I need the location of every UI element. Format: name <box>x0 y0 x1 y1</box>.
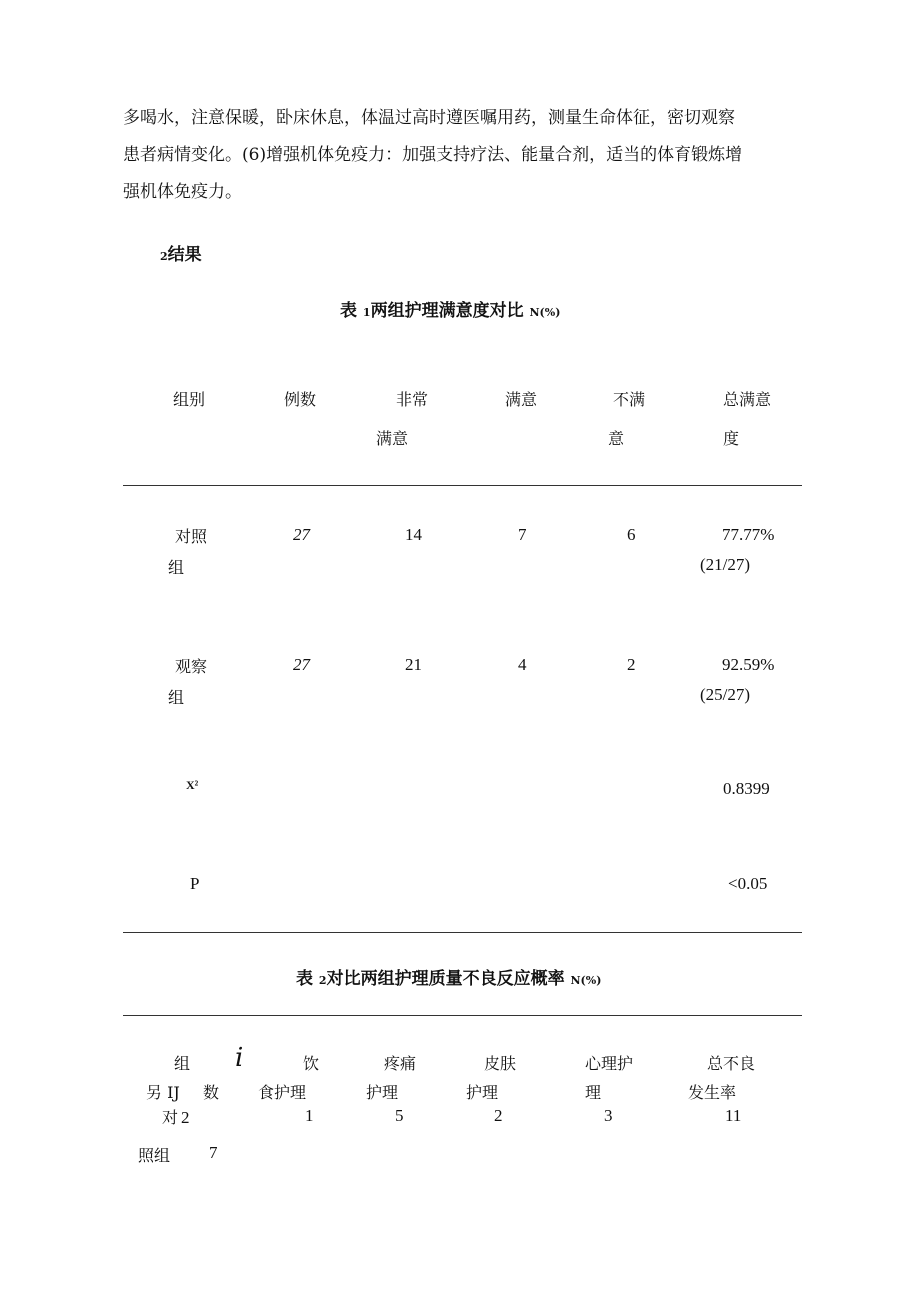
table1-header-divider <box>123 485 802 486</box>
table1-caption-unit: N(%) <box>529 306 561 319</box>
table1-row2-total-line2: (25/27) <box>700 685 751 704</box>
table2-header-i-glyph: i <box>235 1043 244 1073</box>
table1-bottom-rule <box>123 932 802 933</box>
table2-header-group-line2: 另 IJ <box>146 1083 180 1102</box>
table1-row1-satisfied: 7 <box>518 525 527 544</box>
table1-row1-very: 14 <box>405 525 422 544</box>
table2-row1-count-part2: 7 <box>209 1143 218 1162</box>
paragraph-line-1: 多喝水，注意保暖，卧床休息，体温过高时遵医嘱用药，测量生命体征，密切观察 <box>123 108 735 128</box>
table1-row2-count: 27 <box>293 655 310 674</box>
table1-header-satisfied: 满意 <box>505 390 538 409</box>
table1-header-total-line1: 总满意 <box>723 390 772 409</box>
table2-header-diet-line1: 饮 <box>303 1054 320 1073</box>
table1-header-total-line2: 度 <box>723 429 740 448</box>
table1-header-very-line1: 非常 <box>396 390 429 409</box>
table1-caption <box>340 296 560 321</box>
table2-header-psych-line2: 理 <box>585 1083 602 1102</box>
table1-row1-group-line1: 对照 <box>175 527 208 546</box>
table2-row1-group-part1: 对 <box>162 1108 179 1127</box>
table2-caption-text: 对比两组护理质量不良反应概率 <box>326 969 565 989</box>
table2-caption <box>296 964 601 989</box>
table1-caption-number: 1 <box>362 306 371 319</box>
table2-header-total-line1: 总不良 <box>707 1054 756 1073</box>
table2-header-diet-line2: 食护理 <box>258 1083 307 1102</box>
table2-header-skin-line1: 皮肤 <box>484 1054 517 1073</box>
table1-row2-group-line1: 观察 <box>175 657 208 676</box>
table2-header-psych-line1: 心理护 <box>585 1054 634 1073</box>
table2-caption-number: 2 <box>318 974 327 987</box>
table1-caption-prefix: 表 <box>340 301 357 321</box>
table1-caption-text: 两组护理满意度对比 <box>370 301 524 321</box>
table2-header-pain-line2: 护理 <box>366 1083 399 1102</box>
table1-row2-satisfied: 4 <box>518 655 527 674</box>
table1-header-unsat-line1: 不满 <box>613 390 646 409</box>
table2-caption-unit: N(%) <box>570 974 602 987</box>
table1-header-count: 例数 <box>284 390 317 409</box>
table2-header-skin-line2: 护理 <box>466 1083 499 1102</box>
table1-row1-group-line2: 组 <box>168 558 185 577</box>
table1-chi-value: 0.8399 <box>723 779 770 798</box>
section-heading <box>160 240 202 265</box>
table2-header-group-line1: 组 <box>174 1054 191 1073</box>
table1-header-unsat-line2: 意 <box>608 429 625 448</box>
table1-row2-very: 21 <box>405 655 422 674</box>
table2-row1-count-part1: 2 <box>181 1108 190 1127</box>
table2-row1-group-line2: 照组 <box>138 1146 171 1165</box>
paragraph-line-2: 患者病情变化。(6)增强机体免疫力：加强支持疗法、能量合剂，适当的体育锻炼增 <box>123 145 743 165</box>
table1-row2-group-line2: 组 <box>168 688 185 707</box>
table2-row1-pain: 5 <box>395 1106 404 1125</box>
table1-row1-count: 27 <box>293 525 310 544</box>
table1-p-value: <0.05 <box>728 874 768 893</box>
section-title: 结果 <box>167 245 202 265</box>
table1-row2-total-line1: 92.59% <box>722 655 775 674</box>
table1-p-label: P <box>190 874 200 893</box>
table1-row1-unsat: 6 <box>627 525 636 544</box>
paragraph-line-3: 强机体免疫力。 <box>123 182 242 202</box>
table1-header-group: 组别 <box>173 390 206 409</box>
table2-row1-skin: 2 <box>494 1106 503 1125</box>
table2-header-count-line2: 数 <box>203 1083 220 1102</box>
table2-caption-prefix: 表 <box>296 969 313 989</box>
table1-row1-total-line2: (21/27) <box>700 555 751 574</box>
table2-row1-diet: 1 <box>305 1106 314 1125</box>
table1-row1-total-line1: 77.77% <box>722 525 775 544</box>
table1-row2-unsat: 2 <box>627 655 636 674</box>
table2-top-rule <box>123 1015 802 1016</box>
table2-row1-total: 11 <box>725 1106 742 1125</box>
table2-header-total-line2: 发生率 <box>688 1083 737 1102</box>
table2-row1-psych: 3 <box>604 1106 613 1125</box>
table1-chi-label: X² <box>186 778 199 792</box>
intro-paragraph <box>123 100 813 211</box>
table2-header-pain-line1: 疼痛 <box>384 1054 417 1073</box>
table2-row1-group-line1 <box>162 1105 190 1128</box>
table1-header-very-line2: 满意 <box>376 429 409 448</box>
section-number: 2 <box>160 250 168 263</box>
